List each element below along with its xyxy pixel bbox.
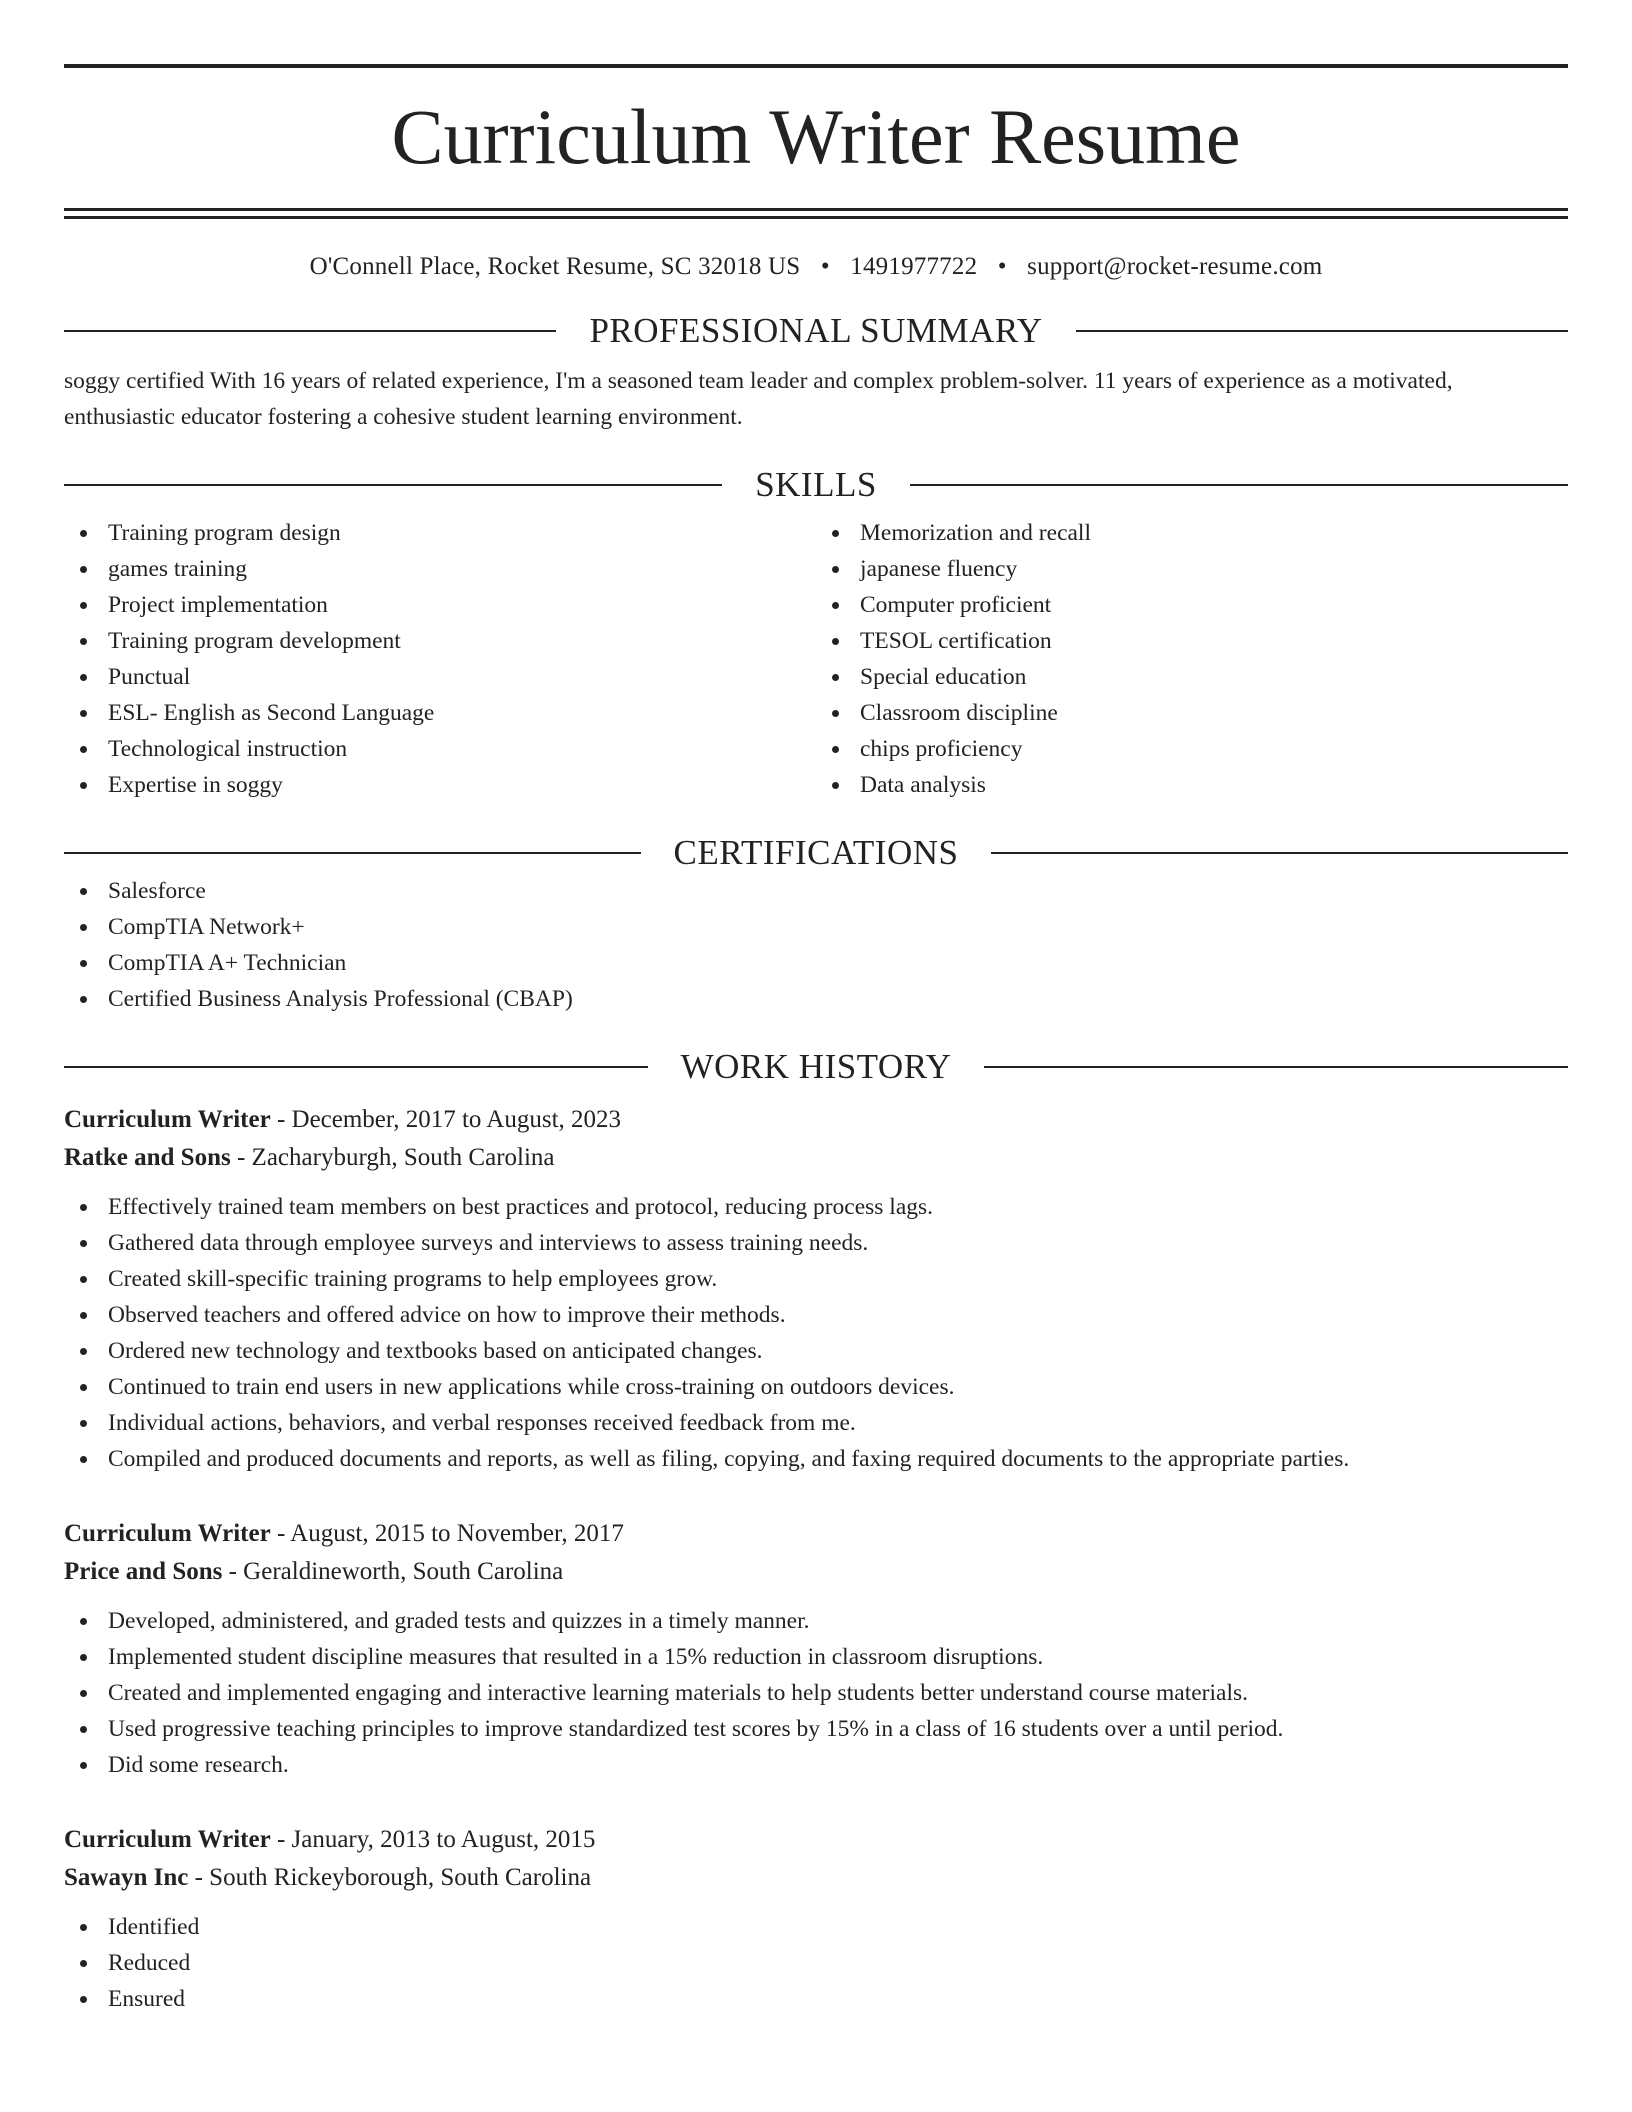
skill-item: Training program design <box>64 515 816 551</box>
job-entry <box>64 1821 1568 2017</box>
skill-item: Training program development <box>64 623 816 659</box>
job-duty-item: Continued to train end users in new applications while cross-training on outdoors devices. <box>64 1369 1568 1405</box>
divider <box>64 330 556 332</box>
skill-item: Data analysis <box>816 767 1568 803</box>
skills-section-heading <box>64 465 1568 505</box>
job-duty-item: Gathered data through employee surveys and interviews to assess training needs. <box>64 1225 1568 1261</box>
skills-list <box>64 515 1568 803</box>
job-title: Curriculum Writer <box>64 1826 271 1853</box>
contact-separator: • <box>820 253 830 280</box>
job-company-line <box>64 1859 1568 1897</box>
skill-item: Memorization and recall <box>816 515 1568 551</box>
top-rule <box>64 64 1568 68</box>
job-location: - Geraldineworth, South Carolina <box>222 1558 564 1585</box>
certifications-heading-label: CERTIFICATIONS <box>673 833 959 872</box>
job-company: Sawayn Inc <box>64 1864 189 1891</box>
skill-item: TESOL certification <box>816 623 1568 659</box>
skills-column-left <box>64 515 816 803</box>
skill-item: Special education <box>816 659 1568 695</box>
skill-item: Project implementation <box>64 587 816 623</box>
job-duties-list <box>64 1909 1568 2017</box>
job-duty-item: Did some research. <box>64 1747 1568 1783</box>
job-location: - Zacharyburgh, South Carolina <box>230 1144 555 1171</box>
job-duties-list <box>64 1189 1568 1477</box>
divider <box>64 1066 648 1068</box>
job-entry <box>64 1515 1568 1783</box>
skill-item: chips proficiency <box>816 731 1568 767</box>
certification-item: CompTIA Network+ <box>64 909 1568 945</box>
contact-phone: 1491977722 <box>850 253 978 280</box>
divider <box>64 484 722 486</box>
resume-page <box>64 64 1568 2017</box>
job-duty-item: Created and implemented engaging and interactive learning materials to help students better understand course materials. <box>64 1675 1568 1711</box>
summary-heading-label: PROFESSIONAL SUMMARY <box>589 311 1043 350</box>
job-company: Price and Sons <box>64 1558 223 1585</box>
contact-address: O'Connell Place, Rocket Resume, SC 32018 US <box>309 253 801 280</box>
certifications-section-heading <box>64 833 1568 873</box>
skill-item: japanese fluency <box>816 551 1568 587</box>
contact-email: support@rocket-resume.com <box>1027 253 1323 280</box>
job-title-line <box>64 1101 1568 1139</box>
job-duty-item: Observed teachers and offered advice on how to improve their methods. <box>64 1297 1568 1333</box>
job-duty-item: Ordered new technology and textbooks based on anticipated changes. <box>64 1333 1568 1369</box>
job-entry <box>64 1101 1568 1477</box>
job-duty-item: Reduced <box>64 1945 1568 1981</box>
job-title-line <box>64 1821 1568 1859</box>
skill-item: Classroom discipline <box>816 695 1568 731</box>
job-duty-item: Identified <box>64 1909 1568 1945</box>
job-company-line <box>64 1139 1568 1177</box>
job-duty-item: Created skill-specific training programs to help employees grow. <box>64 1261 1568 1297</box>
divider <box>64 852 641 854</box>
skill-item: Computer proficient <box>816 587 1568 623</box>
job-duty-item: Compiled and produced documents and reports, as well as filing, copying, and faxing required documents to the appropriate parties. <box>64 1441 1568 1477</box>
contact-line <box>64 253 1568 281</box>
work-history-section-heading <box>64 1047 1568 1087</box>
title-double-rule <box>64 208 1568 219</box>
job-title-line <box>64 1515 1568 1553</box>
job-duty-item: Effectively trained team members on best practices and protocol, reducing process lags. <box>64 1189 1568 1225</box>
job-title: Curriculum Writer <box>64 1106 271 1133</box>
skill-item: Expertise in soggy <box>64 767 816 803</box>
divider <box>991 852 1568 854</box>
certification-item: CompTIA A+ Technician <box>64 945 1568 981</box>
job-duty-item: Ensured <box>64 1981 1568 2017</box>
job-dates: - August, 2015 to November, 2017 <box>270 1520 624 1547</box>
resume-title: Curriculum Writer Resume <box>391 93 1241 180</box>
certifications-list <box>64 873 1568 1017</box>
job-company-line <box>64 1553 1568 1591</box>
job-duty-item: Individual actions, behaviors, and verbal responses received feedback from me. <box>64 1405 1568 1441</box>
skill-item: Punctual <box>64 659 816 695</box>
skills-heading-label: SKILLS <box>755 465 877 504</box>
job-dates: - January, 2013 to August, 2015 <box>270 1826 596 1853</box>
certification-item: Certified Business Analysis Professional (CBAP) <box>64 981 1568 1017</box>
divider <box>1076 330 1568 332</box>
job-duty-item: Used progressive teaching principles to improve standardized test scores by 15% in a class of 16 students over a until period. <box>64 1711 1568 1747</box>
job-duty-item: Developed, administered, and graded tests and quizzes in a timely manner. <box>64 1603 1568 1639</box>
job-dates: - December, 2017 to August, 2023 <box>270 1106 622 1133</box>
contact-separator: • <box>997 253 1007 280</box>
summary-text: soggy certified With 16 years of related experience, I'm a seasoned team leader and complex problem-solver. 11 years of experience as a motivated, enthusiastic educator fostering a cohesive student learning environment. <box>64 368 1453 430</box>
job-title: Curriculum Writer <box>64 1520 271 1547</box>
job-duty-item: Implemented student discipline measures that resulted in a 15% reduction in classroom disruptions. <box>64 1639 1568 1675</box>
skill-item: games training <box>64 551 816 587</box>
skill-item: ESL- English as Second Language <box>64 695 816 731</box>
job-duties-list <box>64 1603 1568 1783</box>
certification-item: Salesforce <box>64 873 1568 909</box>
divider <box>910 484 1568 486</box>
job-location: - South Rickeyborough, South Carolina <box>188 1864 592 1891</box>
summary-section-heading <box>64 311 1568 351</box>
skills-column-right <box>816 515 1568 803</box>
skill-item: Technological instruction <box>64 731 816 767</box>
divider <box>984 1066 1568 1068</box>
job-company: Ratke and Sons <box>64 1144 231 1171</box>
work-history-heading-label: WORK HISTORY <box>680 1047 952 1086</box>
